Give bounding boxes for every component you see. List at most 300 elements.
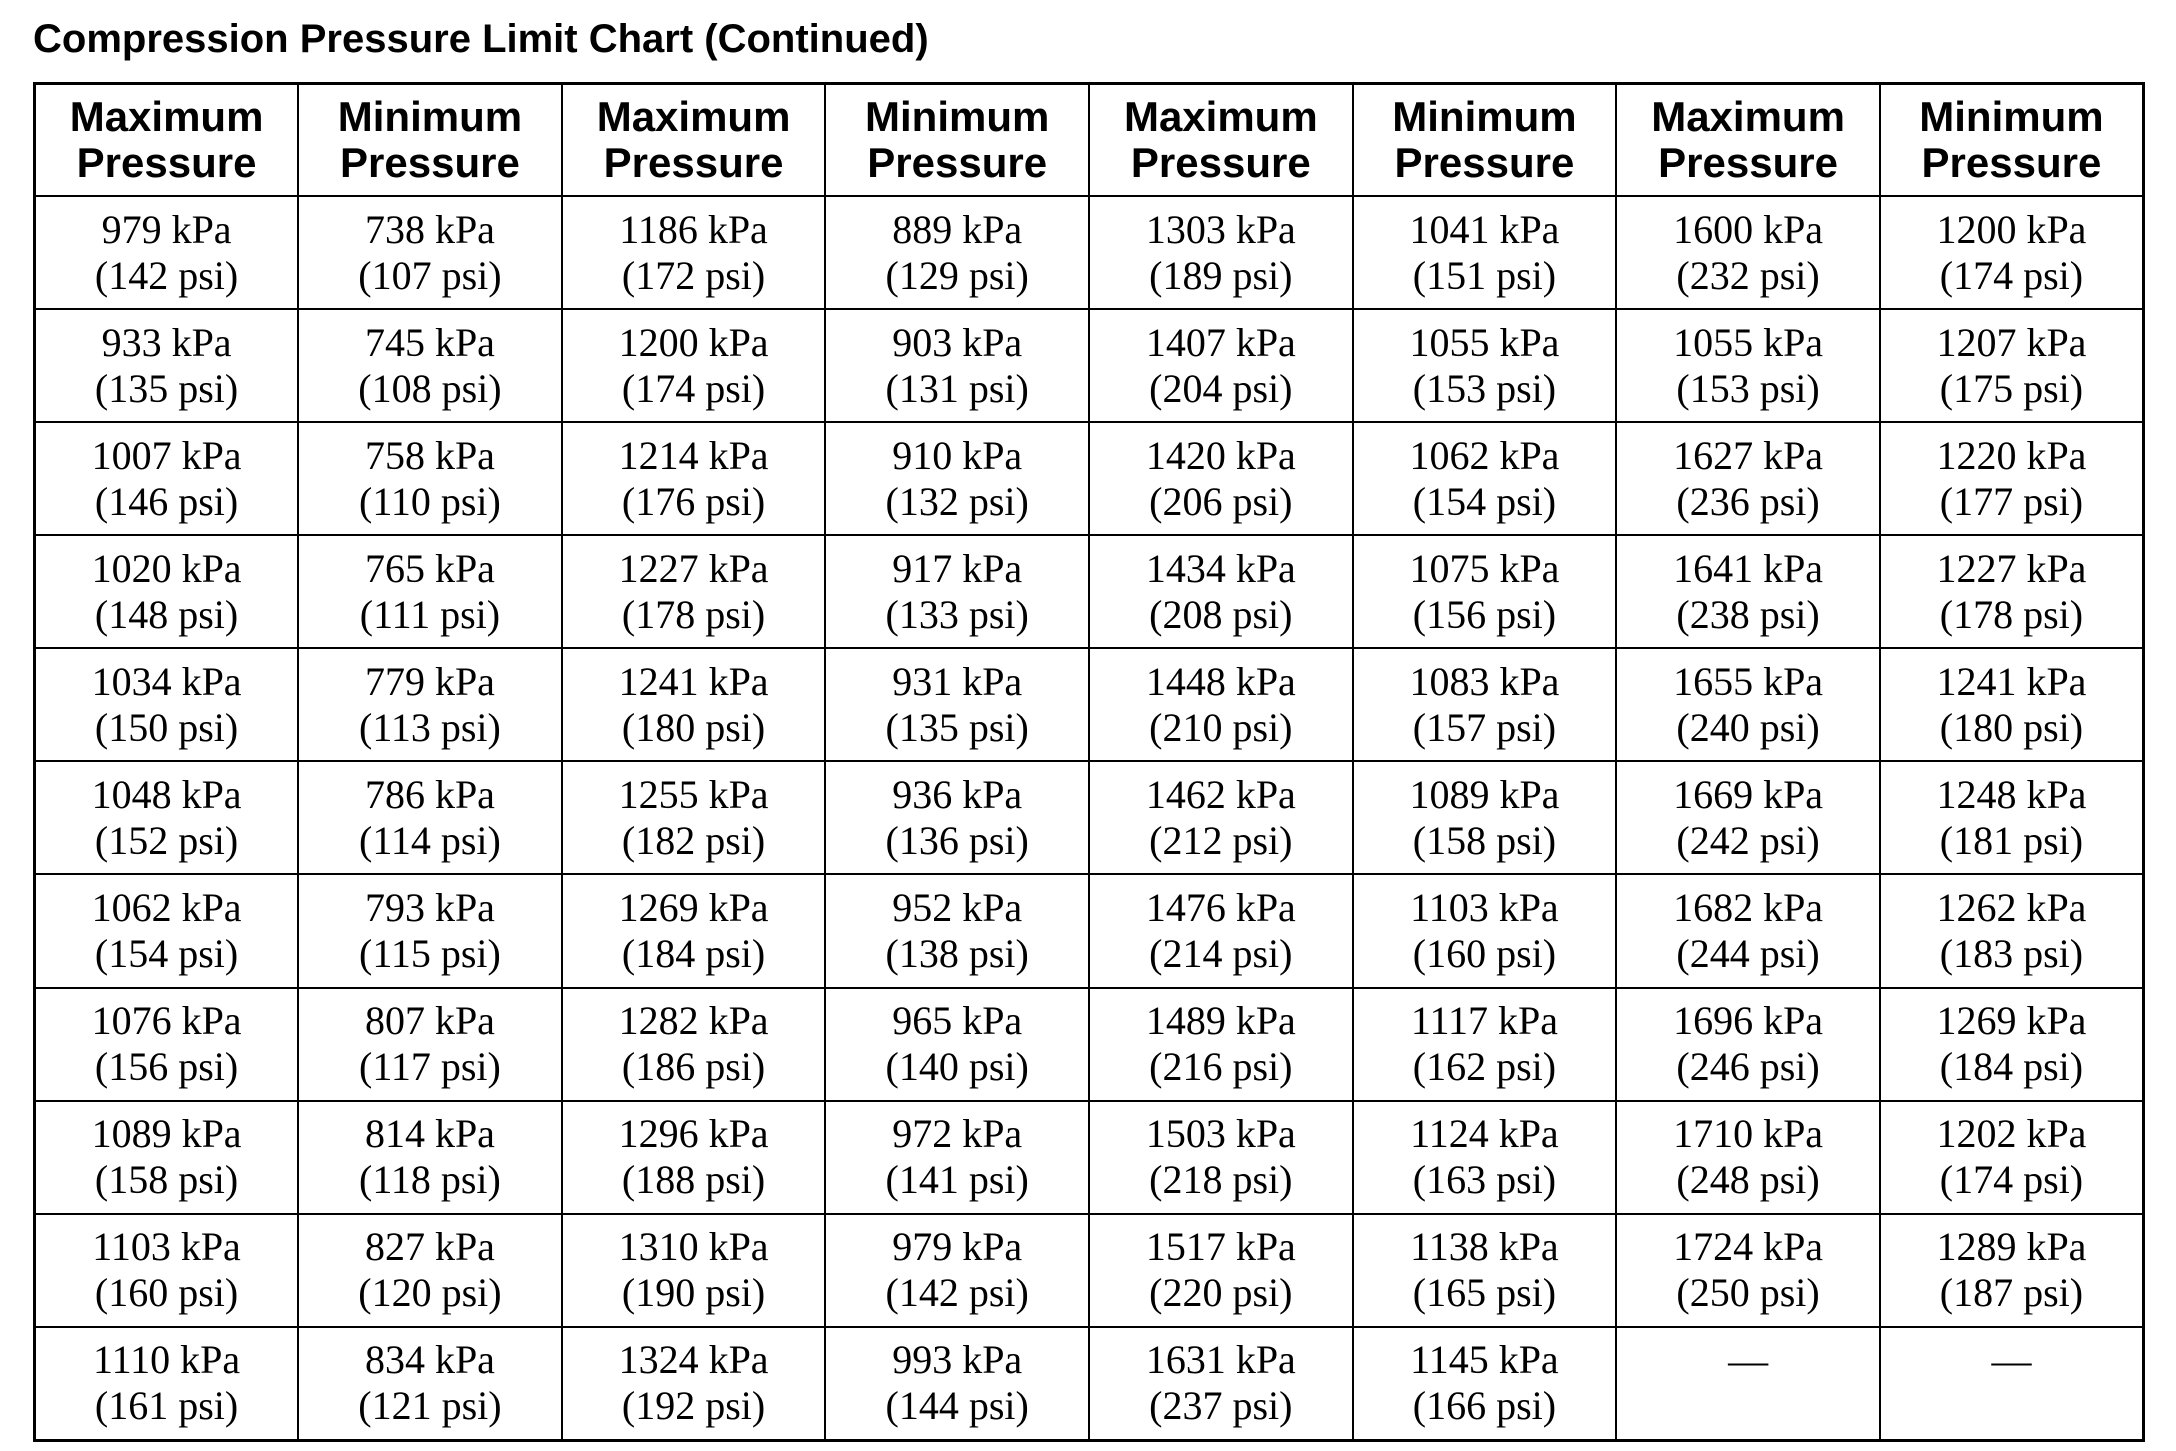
table-cell bbox=[1089, 1214, 1353, 1327]
cell-value-line: (165 psi) bbox=[1412, 1270, 1557, 1316]
cell-value-line: (236 psi) bbox=[1676, 478, 1820, 524]
table-cell bbox=[1353, 648, 1617, 761]
cell-value-line: 1227 kPa bbox=[1936, 545, 2087, 591]
cell-value-line: 1138 kPa bbox=[1410, 1224, 1559, 1270]
cell-value-line: (121 psi) bbox=[358, 1383, 502, 1429]
table-cell bbox=[1353, 309, 1617, 422]
cell-value-line: 910 kPa bbox=[892, 432, 1023, 478]
table-cell bbox=[562, 1327, 826, 1441]
cell-value-line: (183 psi) bbox=[1939, 931, 2084, 976]
table-cell bbox=[1616, 1327, 1880, 1441]
table-cell bbox=[1616, 535, 1880, 648]
cell-value-line: 765 kPa bbox=[364, 545, 495, 591]
cell-value-line: (181 psi) bbox=[1939, 817, 2084, 863]
cell-value-line: (153 psi) bbox=[1676, 365, 1820, 411]
cell-value-line: 1710 kPa bbox=[1673, 1111, 1824, 1157]
cell-value-line: 1434 kPa bbox=[1145, 545, 1296, 591]
cell-value-line: (232 psi) bbox=[1676, 252, 1820, 298]
cell-value-line: (144 psi) bbox=[885, 1383, 1029, 1429]
table-cell bbox=[1089, 761, 1353, 874]
cell-value-line: 1076 kPa bbox=[91, 998, 242, 1044]
cell-value-line: (120 psi) bbox=[358, 1270, 502, 1316]
cell-value-line: (175 psi) bbox=[1939, 365, 2084, 411]
table-cell bbox=[825, 196, 1089, 309]
cell-value-line: 1055 kPa bbox=[1409, 319, 1560, 365]
cell-value-line: 993 kPa bbox=[892, 1337, 1023, 1383]
cell-value-line: (248 psi) bbox=[1676, 1157, 1820, 1203]
cell-value-line: (118 psi) bbox=[359, 1157, 501, 1203]
cell-value-line: (162 psi) bbox=[1412, 1044, 1557, 1090]
cell-value-line: 1669 kPa bbox=[1673, 771, 1824, 817]
cell-value-line: (216 psi) bbox=[1149, 1044, 1293, 1090]
cell-value-line: (212 psi) bbox=[1149, 817, 1293, 863]
table-cell bbox=[35, 874, 299, 987]
cell-value-line: (184 psi) bbox=[1939, 1044, 2084, 1090]
cell-value-line: 1407 kPa bbox=[1145, 319, 1296, 365]
table-cell bbox=[1880, 422, 2144, 535]
table-cell bbox=[298, 422, 562, 535]
cell-value-line: 1055 kPa bbox=[1673, 319, 1824, 365]
cell-value-line: (151 psi) bbox=[1412, 252, 1557, 298]
cell-value-line: (189 psi) bbox=[1149, 252, 1293, 298]
table-cell bbox=[562, 1101, 826, 1214]
cell-value-line: 931 kPa bbox=[892, 658, 1023, 704]
cell-value-line: (148 psi) bbox=[94, 591, 239, 637]
cell-value-line: (250 psi) bbox=[1676, 1270, 1820, 1316]
cell-value-line: 1641 kPa bbox=[1673, 545, 1824, 591]
cell-value-line: 779 kPa bbox=[364, 658, 495, 704]
cell-value-line: (115 psi) bbox=[359, 931, 501, 976]
table-cell bbox=[562, 874, 826, 987]
table-cell bbox=[562, 761, 826, 874]
table-cell bbox=[1089, 988, 1353, 1101]
table-cell bbox=[562, 309, 826, 422]
table-row bbox=[35, 648, 2144, 761]
table-cell bbox=[35, 761, 299, 874]
cell-value-line: 1476 kPa bbox=[1145, 885, 1296, 930]
cell-value-line: (192 psi) bbox=[621, 1383, 766, 1429]
table-cell bbox=[562, 535, 826, 648]
table-cell bbox=[1616, 422, 1880, 535]
cell-value-line: 1310 kPa bbox=[618, 1224, 769, 1270]
cell-value-line: 972 kPa bbox=[892, 1111, 1023, 1157]
cell-value-line: 1220 kPa bbox=[1936, 432, 2087, 478]
cell-value-line: 807 kPa bbox=[364, 998, 495, 1044]
column-header bbox=[298, 84, 562, 197]
cell-value-line: 738 kPa bbox=[364, 206, 495, 252]
table-cell bbox=[35, 1214, 299, 1327]
cell-value-line: 1696 kPa bbox=[1673, 998, 1824, 1044]
cell-value-line: 1089 kPa bbox=[91, 1111, 242, 1157]
cell-value-line: 936 kPa bbox=[892, 771, 1023, 817]
table-cell bbox=[1089, 309, 1353, 422]
column-header-line: Maximum bbox=[69, 93, 264, 140]
table-cell bbox=[1616, 988, 1880, 1101]
table-cell bbox=[1880, 535, 2144, 648]
cell-value-line: (157 psi) bbox=[1412, 704, 1557, 750]
table-cell bbox=[825, 535, 1089, 648]
cell-value-line: (142 psi) bbox=[94, 252, 239, 298]
table-body bbox=[35, 196, 2144, 1441]
cell-value-line: (210 psi) bbox=[1149, 704, 1293, 750]
column-header-line: Pressure bbox=[1130, 139, 1311, 186]
cell-value-line: 1110 kPa bbox=[93, 1337, 241, 1383]
table-cell bbox=[1616, 761, 1880, 874]
cell-value-line: (135 psi) bbox=[885, 704, 1029, 750]
table-cell bbox=[1353, 1214, 1617, 1327]
table-cell bbox=[825, 874, 1089, 987]
table-cell bbox=[298, 309, 562, 422]
cell-value-line: 1262 kPa bbox=[1936, 885, 2087, 930]
cell-value-line: 1207 kPa bbox=[1936, 319, 2087, 365]
cell-value-line: (142 psi) bbox=[885, 1270, 1029, 1316]
column-header bbox=[1616, 84, 1880, 197]
cell-value-line: (166 psi) bbox=[1412, 1383, 1557, 1429]
cell-value-line: (113 psi) bbox=[359, 704, 501, 750]
cell-value-line: 1214 kPa bbox=[618, 432, 769, 478]
table-cell bbox=[35, 1327, 299, 1441]
table-cell bbox=[298, 535, 562, 648]
cell-value-line: (180 psi) bbox=[621, 704, 766, 750]
cell-value-line: 1248 kPa bbox=[1936, 771, 2087, 817]
table-cell bbox=[1616, 196, 1880, 309]
table-row bbox=[35, 1214, 2144, 1327]
cell-value-line: 1682 kPa bbox=[1673, 885, 1824, 930]
column-header bbox=[562, 84, 826, 197]
table-cell bbox=[298, 648, 562, 761]
table-cell bbox=[35, 309, 299, 422]
table-cell bbox=[562, 1214, 826, 1327]
cell-value-line: 889 kPa bbox=[892, 206, 1023, 252]
cell-value-line: 745 kPa bbox=[364, 319, 495, 365]
cell-value-line: (182 psi) bbox=[621, 817, 766, 863]
cell-value-line: (186 psi) bbox=[621, 1044, 766, 1090]
cell-value-line: 1627 kPa bbox=[1673, 432, 1824, 478]
table-cell bbox=[298, 874, 562, 987]
table-cell bbox=[1353, 761, 1617, 874]
empty-value-dash: — bbox=[1991, 1338, 2032, 1384]
cell-value-line: 786 kPa bbox=[364, 771, 495, 817]
cell-value-line: (135 psi) bbox=[94, 365, 239, 411]
cell-value-line: (208 psi) bbox=[1149, 591, 1293, 637]
cell-value-line: 1269 kPa bbox=[1936, 998, 2087, 1044]
cell-value-line: (110 psi) bbox=[359, 478, 501, 524]
cell-value-line: 1517 kPa bbox=[1145, 1224, 1296, 1270]
table-cell bbox=[35, 648, 299, 761]
cell-value-line: 1062 kPa bbox=[91, 885, 242, 930]
cell-value-line: (244 psi) bbox=[1676, 931, 1820, 976]
cell-value-line: 1227 kPa bbox=[618, 545, 769, 591]
table-header-row bbox=[35, 84, 2144, 197]
cell-value-line: 1020 kPa bbox=[91, 545, 242, 591]
cell-value-line: 1655 kPa bbox=[1673, 658, 1824, 704]
cell-value-line: 1103 kPa bbox=[92, 1224, 241, 1270]
table-cell bbox=[825, 309, 1089, 422]
cell-value-line: 1075 kPa bbox=[1409, 545, 1560, 591]
column-header-line: Minimum bbox=[1919, 93, 2104, 140]
cell-value-line: (178 psi) bbox=[1939, 591, 2084, 637]
cell-value-line: 758 kPa bbox=[364, 432, 495, 478]
table-cell bbox=[825, 988, 1089, 1101]
cell-value-line: (111 psi) bbox=[359, 591, 501, 637]
table-cell bbox=[1616, 648, 1880, 761]
column-header-line: Pressure bbox=[1394, 139, 1575, 186]
column-header-line: Pressure bbox=[340, 139, 520, 186]
table-cell bbox=[1616, 309, 1880, 422]
cell-value-line: (150 psi) bbox=[94, 704, 239, 750]
empty-value-dash: — bbox=[1728, 1338, 1769, 1384]
cell-value-line: (160 psi) bbox=[94, 1270, 239, 1316]
table-row bbox=[35, 309, 2144, 422]
cell-value-line: 1324 kPa bbox=[618, 1337, 769, 1383]
cell-value-line: (177 psi) bbox=[1939, 478, 2084, 524]
table-cell bbox=[562, 196, 826, 309]
table-cell bbox=[825, 1327, 1089, 1441]
cell-value-line: (180 psi) bbox=[1939, 704, 2084, 750]
cell-value-line: 1503 kPa bbox=[1145, 1111, 1296, 1157]
cell-value-line: 1200 kPa bbox=[618, 319, 769, 365]
table-cell bbox=[298, 196, 562, 309]
cell-value-line: (174 psi) bbox=[1939, 252, 2084, 298]
cell-value-line: (156 psi) bbox=[94, 1044, 239, 1090]
cell-value-line: 933 kPa bbox=[101, 319, 232, 365]
cell-value-line: (108 psi) bbox=[358, 365, 502, 411]
table-cell bbox=[298, 1327, 562, 1441]
page-title: Compression Pressure Limit Chart (Continued) bbox=[33, 17, 929, 61]
table-cell bbox=[1089, 874, 1353, 987]
column-header-line: Maximum bbox=[1651, 93, 1845, 140]
table-cell bbox=[1089, 1101, 1353, 1214]
cell-value-line: (117 psi) bbox=[359, 1044, 501, 1090]
table-cell bbox=[1353, 422, 1617, 535]
cell-value-line: (152 psi) bbox=[94, 817, 239, 863]
cell-value-line: 793 kPa bbox=[364, 885, 495, 930]
cell-value-line: 917 kPa bbox=[892, 545, 1023, 591]
table-cell bbox=[562, 988, 826, 1101]
table-row bbox=[35, 874, 2144, 987]
cell-value-line: 1600 kPa bbox=[1673, 206, 1824, 252]
column-header bbox=[1353, 84, 1617, 197]
cell-value-line: 1103 kPa bbox=[1410, 885, 1559, 930]
cell-value-line: (158 psi) bbox=[94, 1157, 239, 1203]
table-cell bbox=[1616, 1214, 1880, 1327]
column-header-line: Maximum bbox=[1123, 93, 1318, 140]
cell-value-line: 1200 kPa bbox=[1936, 206, 2087, 252]
compression-pressure-table bbox=[33, 82, 2145, 1442]
column-header-line: Pressure bbox=[1921, 139, 2102, 186]
cell-value-line: 1089 kPa bbox=[1409, 771, 1560, 817]
table-cell bbox=[1353, 874, 1617, 987]
cell-value-line: 1124 kPa bbox=[1410, 1111, 1559, 1157]
cell-value-line: (136 psi) bbox=[885, 817, 1029, 863]
cell-value-line: 827 kPa bbox=[364, 1224, 495, 1270]
cell-value-line: (141 psi) bbox=[885, 1157, 1029, 1203]
table-cell bbox=[1616, 874, 1880, 987]
cell-value-line: 1289 kPa bbox=[1936, 1224, 2087, 1270]
table-cell bbox=[1353, 1327, 1617, 1441]
cell-value-line: (214 psi) bbox=[1149, 931, 1293, 976]
table-cell bbox=[1880, 1214, 2144, 1327]
cell-value-line: (107 psi) bbox=[358, 252, 502, 298]
cell-value-line: (204 psi) bbox=[1149, 365, 1293, 411]
cell-value-line: (154 psi) bbox=[1412, 478, 1557, 524]
cell-value-line: 1041 kPa bbox=[1409, 206, 1560, 252]
cell-value-line: (184 psi) bbox=[621, 931, 766, 976]
table-cell bbox=[1880, 309, 2144, 422]
column-header-line: Pressure bbox=[603, 139, 784, 186]
cell-value-line: 965 kPa bbox=[892, 998, 1023, 1044]
table-cell bbox=[35, 988, 299, 1101]
table-row bbox=[35, 196, 2144, 309]
cell-value-line: (218 psi) bbox=[1149, 1157, 1293, 1203]
table-cell bbox=[825, 648, 1089, 761]
cell-value-line: (172 psi) bbox=[621, 252, 766, 298]
table-row bbox=[35, 1101, 2144, 1214]
cell-value-line: (163 psi) bbox=[1412, 1157, 1557, 1203]
table-row bbox=[35, 1327, 2144, 1441]
column-header-line: Maximum bbox=[596, 93, 791, 140]
cell-value-line: (220 psi) bbox=[1149, 1270, 1293, 1316]
table-cell bbox=[1353, 196, 1617, 309]
table-cell bbox=[1880, 761, 2144, 874]
column-header bbox=[1880, 84, 2144, 197]
table-cell bbox=[1089, 196, 1353, 309]
table-cell bbox=[1089, 648, 1353, 761]
cell-value-line: (174 psi) bbox=[621, 365, 766, 411]
table-cell bbox=[1880, 988, 2144, 1101]
cell-value-line: (131 psi) bbox=[885, 365, 1029, 411]
cell-value-line: (138 psi) bbox=[885, 931, 1029, 976]
table-row bbox=[35, 422, 2144, 535]
cell-value-line: (153 psi) bbox=[1412, 365, 1557, 411]
table-cell bbox=[562, 422, 826, 535]
cell-value-line: (154 psi) bbox=[94, 931, 239, 976]
table-row bbox=[35, 761, 2144, 874]
cell-value-line: (174 psi) bbox=[1939, 1157, 2084, 1203]
table-cell bbox=[1880, 1327, 2144, 1441]
table-cell bbox=[298, 988, 562, 1101]
cell-value-line: 1282 kPa bbox=[618, 998, 769, 1044]
table-cell bbox=[298, 1214, 562, 1327]
cell-value-line: (187 psi) bbox=[1939, 1270, 2084, 1316]
table-cell bbox=[298, 761, 562, 874]
table-cell bbox=[35, 422, 299, 535]
cell-value-line: 1062 kPa bbox=[1409, 432, 1560, 478]
cell-value-line: 834 kPa bbox=[364, 1337, 495, 1383]
cell-value-line: 1255 kPa bbox=[618, 771, 769, 817]
cell-value-line: (129 psi) bbox=[885, 252, 1029, 298]
cell-value-line: 1724 kPa bbox=[1673, 1224, 1824, 1270]
table-cell bbox=[1880, 196, 2144, 309]
table-cell bbox=[1616, 1101, 1880, 1214]
cell-value-line: (158 psi) bbox=[1412, 817, 1557, 863]
cell-value-line: 979 kPa bbox=[892, 1224, 1023, 1270]
cell-value-line: (206 psi) bbox=[1149, 478, 1293, 524]
cell-value-line: (133 psi) bbox=[885, 591, 1029, 637]
table-cell bbox=[35, 1101, 299, 1214]
cell-value-line: (190 psi) bbox=[621, 1270, 766, 1316]
cell-value-line: 1296 kPa bbox=[618, 1111, 769, 1157]
column-header bbox=[825, 84, 1089, 197]
cell-value-line: (140 psi) bbox=[885, 1044, 1029, 1090]
cell-value-line: 1420 kPa bbox=[1145, 432, 1296, 478]
table-cell bbox=[1880, 1101, 2144, 1214]
column-header-line: Minimum bbox=[1392, 93, 1577, 140]
table-row bbox=[35, 535, 2144, 648]
table-cell bbox=[1089, 1327, 1353, 1441]
cell-value-line: 1448 kPa bbox=[1145, 658, 1296, 704]
table-cell bbox=[35, 196, 299, 309]
cell-value-line: (246 psi) bbox=[1676, 1044, 1820, 1090]
table-cell bbox=[1353, 535, 1617, 648]
cell-value-line: 1117 kPa bbox=[1410, 998, 1558, 1044]
table-cell bbox=[298, 1101, 562, 1214]
table-cell bbox=[1353, 1101, 1617, 1214]
cell-value-line: 814 kPa bbox=[364, 1111, 495, 1157]
table-cell bbox=[1353, 988, 1617, 1101]
cell-value-line: (132 psi) bbox=[885, 478, 1029, 524]
cell-value-line: 1631 kPa bbox=[1145, 1337, 1296, 1383]
cell-value-line: 1269 kPa bbox=[618, 885, 769, 930]
cell-value-line: (242 psi) bbox=[1676, 817, 1820, 863]
table-cell bbox=[1880, 648, 2144, 761]
column-header bbox=[1089, 84, 1353, 197]
table-cell bbox=[35, 535, 299, 648]
cell-value-line: 1186 kPa bbox=[619, 206, 768, 252]
table-cell bbox=[1089, 535, 1353, 648]
cell-value-line: (176 psi) bbox=[621, 478, 766, 524]
cell-value-line: (240 psi) bbox=[1676, 704, 1820, 750]
cell-value-line: 1462 kPa bbox=[1145, 771, 1296, 817]
cell-value-line: 1489 kPa bbox=[1145, 998, 1296, 1044]
cell-value-line: 979 kPa bbox=[101, 206, 232, 252]
column-header-line: Minimum bbox=[865, 93, 1050, 140]
table-cell bbox=[562, 648, 826, 761]
cell-value-line: 1007 kPa bbox=[91, 432, 242, 478]
cell-value-line: 1241 kPa bbox=[1936, 658, 2087, 704]
cell-value-line: (237 psi) bbox=[1149, 1383, 1293, 1429]
cell-value-line: (114 psi) bbox=[359, 817, 501, 863]
cell-value-line: (238 psi) bbox=[1676, 591, 1820, 637]
cell-value-line: 1048 kPa bbox=[91, 771, 242, 817]
table-cell bbox=[825, 761, 1089, 874]
cell-value-line: (146 psi) bbox=[94, 478, 239, 524]
cell-value-line: 1083 kPa bbox=[1409, 658, 1560, 704]
table-cell bbox=[1880, 874, 2144, 987]
cell-value-line: 1241 kPa bbox=[618, 658, 769, 704]
cell-value-line: (178 psi) bbox=[621, 591, 766, 637]
cell-value-line: 1145 kPa bbox=[1410, 1337, 1559, 1383]
cell-value-line: 1034 kPa bbox=[91, 658, 242, 704]
table-cell bbox=[1089, 422, 1353, 535]
cell-value-line: 903 kPa bbox=[892, 319, 1023, 365]
cell-value-line: 1202 kPa bbox=[1936, 1111, 2087, 1157]
cell-value-line: (160 psi) bbox=[1412, 931, 1557, 976]
column-header-line: Pressure bbox=[76, 139, 257, 186]
table-row bbox=[35, 988, 2144, 1101]
table-cell bbox=[825, 1101, 1089, 1214]
column-header-line: Minimum bbox=[337, 93, 523, 140]
cell-value-line: (156 psi) bbox=[1412, 591, 1557, 637]
cell-value-line: (161 psi) bbox=[94, 1383, 239, 1429]
table-cell bbox=[825, 422, 1089, 535]
table-cell bbox=[825, 1214, 1089, 1327]
cell-value-line: 1303 kPa bbox=[1145, 206, 1296, 252]
column-header-line: Pressure bbox=[867, 139, 1048, 186]
cell-value-line: 952 kPa bbox=[892, 885, 1023, 930]
column-header-line: Pressure bbox=[1658, 139, 1838, 186]
column-header bbox=[35, 84, 299, 197]
